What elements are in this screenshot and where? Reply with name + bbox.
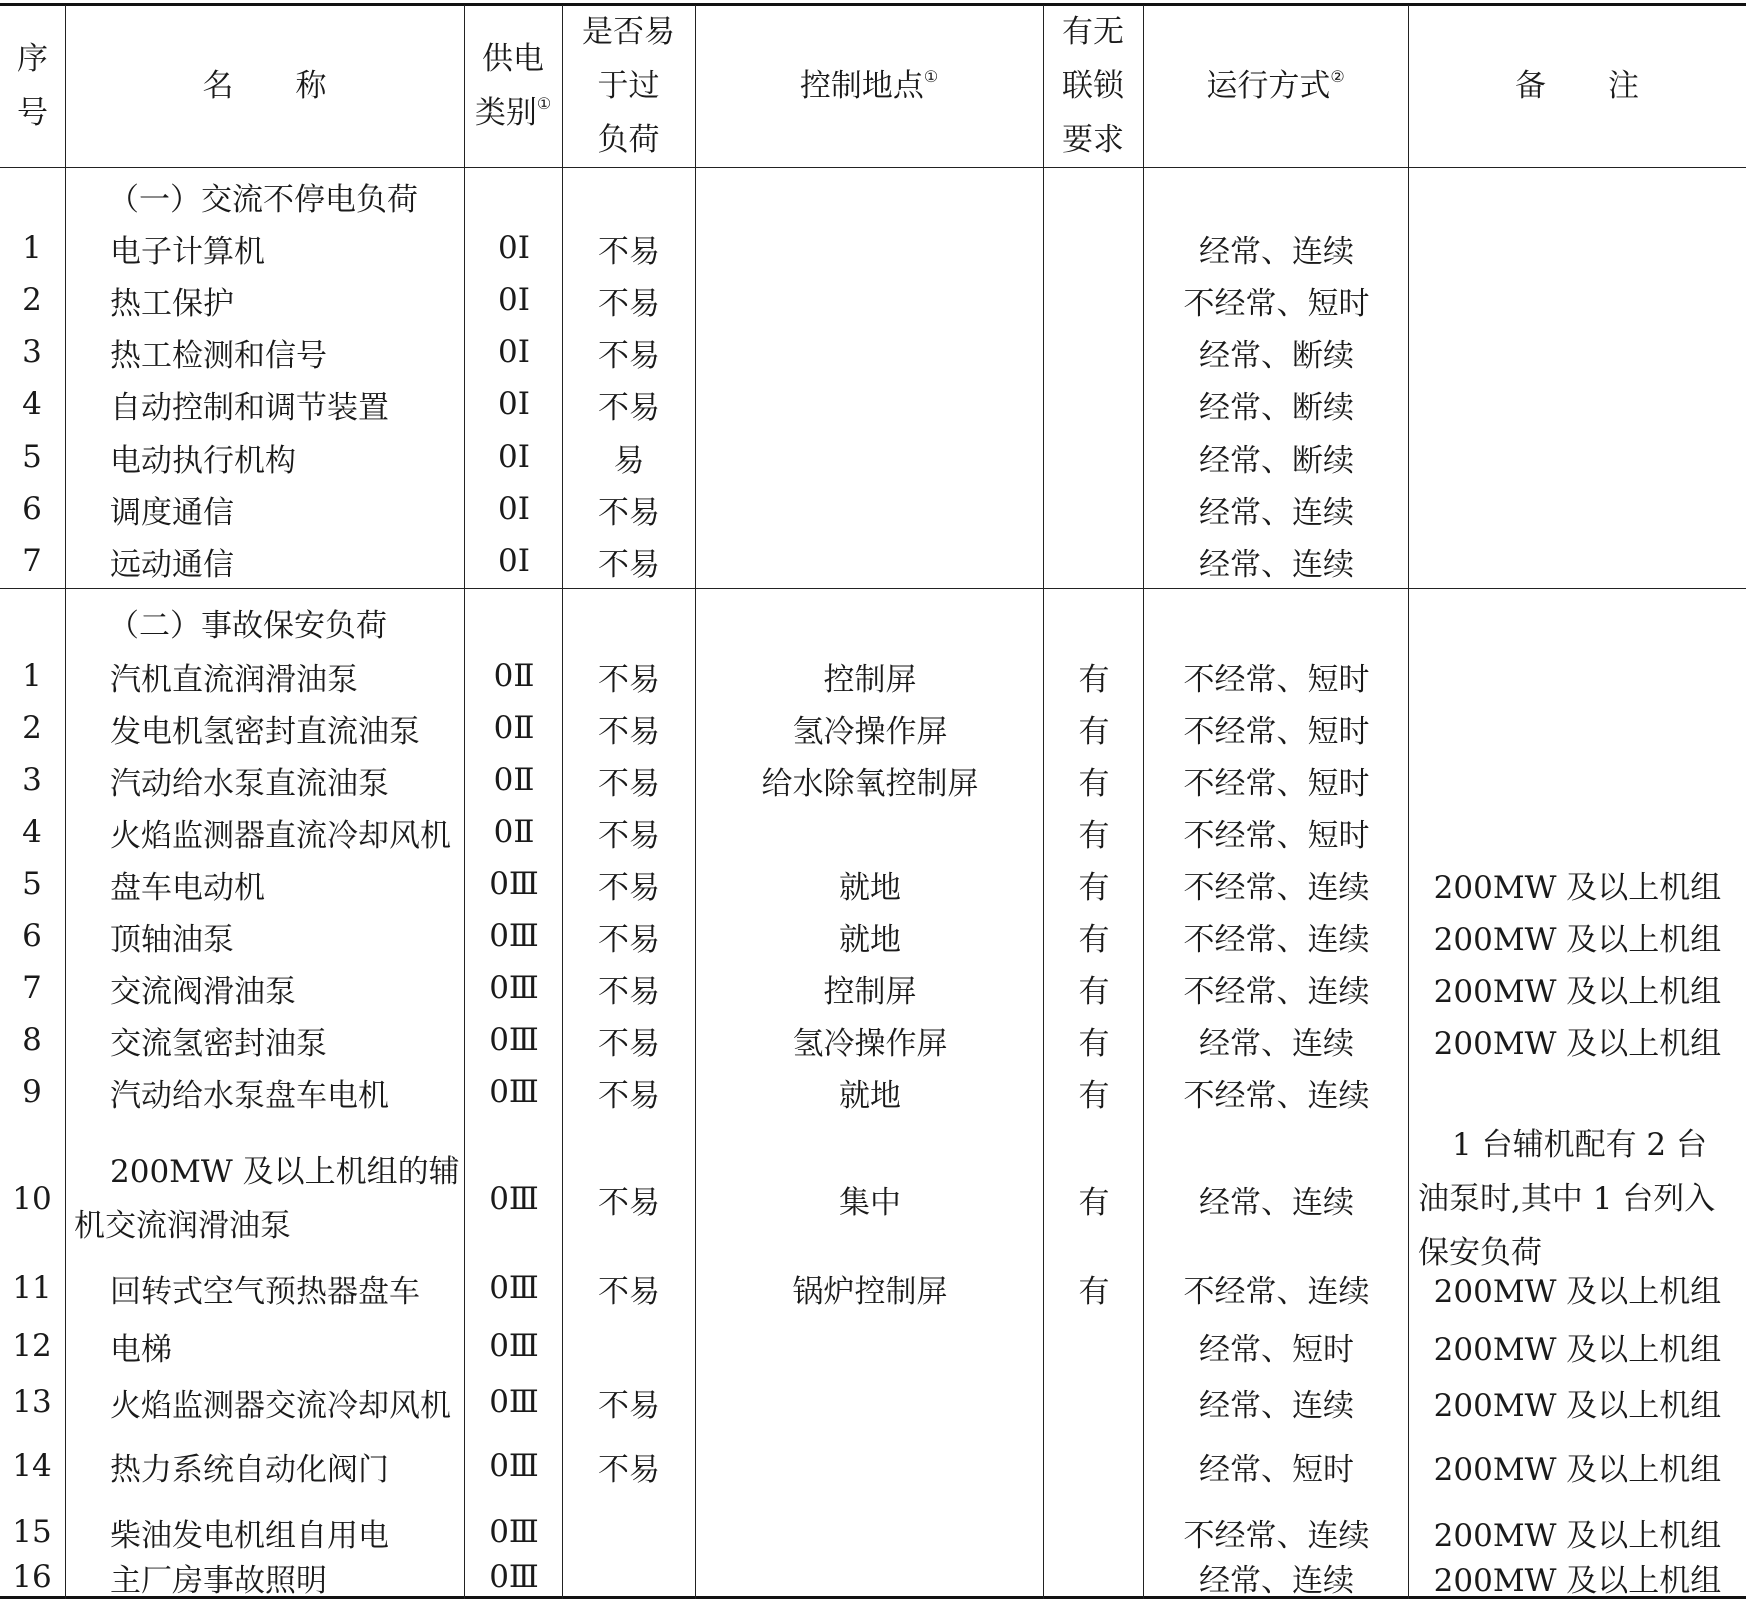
operation-mode: 经常、连续 (1199, 1562, 1354, 1599)
supply-type: 0Ⅲ (489, 866, 539, 902)
table-row (0, 326, 1746, 378)
row-number: 6 (22, 491, 42, 527)
interlock-required (1044, 431, 1144, 483)
operation-mode: 不经常、短时 (1183, 765, 1370, 802)
interlock-required (1044, 1374, 1144, 1430)
row-number: 8 (22, 1022, 42, 1058)
table-row (0, 1430, 1746, 1502)
section-title: （一）交流不停电负荷 (108, 181, 418, 218)
interlock-required: 有 (1078, 921, 1110, 958)
section-title-row (0, 594, 1746, 650)
supply-type: 0Ⅲ (489, 1181, 539, 1217)
operation-mode: 不经常、连续 (1183, 869, 1370, 906)
table-row (0, 650, 1746, 702)
control-location (696, 483, 1044, 535)
table-row (0, 222, 1746, 274)
row-number: 4 (22, 814, 42, 850)
table-row (0, 1014, 1746, 1066)
operation-mode: 经常、连续 (1199, 233, 1354, 270)
header-interlock-line: 联锁 (1062, 68, 1124, 104)
overload-prone: 不易 (598, 921, 660, 958)
remark (1411, 754, 1744, 806)
supply-type: 0Ⅰ (498, 439, 530, 475)
header-interlock-line: 要求 (1062, 122, 1124, 158)
control-location: 就地 (839, 1077, 901, 1114)
remark (1411, 222, 1744, 274)
supply-type: 0Ⅱ (493, 658, 535, 694)
operation-mode: 不经常、短时 (1183, 285, 1370, 322)
row-number: 5 (22, 866, 42, 902)
remark: 200MW 及以上机组 (1433, 1451, 1722, 1488)
overload-prone: 易 (613, 442, 645, 479)
row-number: 13 (12, 1384, 52, 1420)
interlock-required: 有 (1078, 1025, 1110, 1062)
remark: 200MW 及以上机组 (1433, 1562, 1722, 1599)
load-name: 火焰监测器直流冷却风机 (110, 817, 451, 854)
header-control-wrap (800, 59, 938, 113)
section-title-row (0, 170, 1746, 222)
header-overload-line: 于过 (597, 68, 660, 104)
remark (1411, 535, 1744, 587)
remark (1418, 1118, 1744, 1280)
load-name: 主厂房事故照明 (110, 1562, 327, 1599)
supply-type: 0Ⅰ (498, 282, 530, 318)
remark-line: 1 台辅机配有 2 台 (1452, 1127, 1708, 1163)
remark: 200MW 及以上机组 (1433, 1273, 1722, 1310)
table-row (0, 858, 1746, 910)
supply-type: 0Ⅲ (489, 1270, 539, 1306)
interlock-required (1044, 326, 1144, 378)
control-location: 氢冷操作屏 (792, 713, 948, 750)
remark: 200MW 及以上机组 (1433, 1331, 1722, 1368)
remark (1411, 326, 1744, 378)
remark: 200MW 及以上机组 (1433, 973, 1722, 1010)
overload-prone: 不易 (598, 1387, 660, 1424)
row-number: 2 (22, 710, 42, 746)
remark-line: 油泵时,其中 1 台列入 (1418, 1181, 1716, 1217)
control-location (696, 222, 1044, 274)
overload-prone: 不易 (598, 233, 660, 270)
supply-type: 0Ⅰ (498, 230, 530, 266)
remark (1411, 483, 1744, 535)
section-rule (0, 588, 1746, 589)
supply-type: 0Ⅲ (489, 970, 539, 1006)
interlock-required: 有 (1078, 817, 1110, 854)
supply-type: 0Ⅰ (498, 491, 530, 527)
table-row (0, 1066, 1746, 1118)
overload-prone: 不易 (598, 869, 660, 906)
table-row (0, 1556, 1746, 1598)
interlock-required (1044, 274, 1144, 326)
load-name: 顶轴油泵 (110, 921, 234, 958)
row-number: 15 (12, 1514, 52, 1550)
header-note (1408, 5, 1746, 167)
row-number: 11 (12, 1270, 52, 1306)
supply-type: 0Ⅲ (489, 1448, 539, 1484)
load-name (74, 1145, 464, 1253)
table-row (0, 1118, 1746, 1280)
row-number: 7 (22, 543, 42, 579)
supply-type: 0Ⅲ (489, 1514, 539, 1550)
remark (1411, 650, 1744, 702)
header-control (695, 5, 1043, 167)
interlock-required: 有 (1078, 973, 1110, 1010)
header-mode-wrap (1206, 59, 1344, 113)
control-location (696, 326, 1044, 378)
table-row (0, 1262, 1746, 1314)
control-location: 就地 (839, 921, 901, 958)
header-overload-line: 是否易 (582, 14, 675, 50)
table-row (0, 806, 1746, 858)
load-name: 回转式空气预热器盘车 (110, 1273, 420, 1310)
supply-type: 0Ⅲ (489, 918, 539, 954)
overload-prone (562, 1556, 696, 1598)
remark: 200MW 及以上机组 (1433, 1517, 1722, 1554)
load-name: 柴油发电机组自用电 (110, 1517, 389, 1554)
row-number: 9 (22, 1074, 42, 1110)
supply-type: 0Ⅱ (493, 814, 535, 850)
operation-mode: 经常、连续 (1199, 1387, 1354, 1424)
table-row (0, 754, 1746, 806)
load-name-line: 200MW 及以上机组的辅 (110, 1154, 460, 1190)
table-row (0, 1374, 1746, 1430)
overload-prone: 不易 (598, 1451, 660, 1488)
load-name: 远动通信 (110, 546, 234, 583)
overload-prone: 不易 (598, 494, 660, 531)
operation-mode: 不经常、连续 (1183, 1273, 1370, 1310)
row-number: 4 (22, 386, 42, 422)
header-note-text: 备 注 (1515, 68, 1639, 104)
load-name: 热工检测和信号 (110, 337, 327, 374)
load-name: 热力系统自动化阀门 (110, 1451, 389, 1488)
header-supply-line (475, 86, 551, 140)
overload-prone: 不易 (598, 817, 660, 854)
table-row (0, 962, 1746, 1014)
interlock-required: 有 (1078, 713, 1110, 750)
interlock-required: 有 (1078, 869, 1110, 906)
row-number: 10 (12, 1181, 52, 1217)
interlock-required (1044, 1430, 1144, 1502)
load-name: 热工保护 (110, 285, 234, 322)
table-row (0, 431, 1746, 483)
overload-prone (562, 1318, 696, 1374)
operation-mode: 不经常、连续 (1183, 1517, 1370, 1554)
operation-mode: 不经常、短时 (1183, 661, 1370, 698)
control-location (696, 1374, 1044, 1430)
supply-type: 0Ⅲ (489, 1074, 539, 1110)
row-number: 14 (12, 1448, 52, 1484)
row-number: 6 (22, 918, 42, 954)
footnote-mark: ① (536, 94, 552, 113)
load-name-line: 机交流润滑油泵 (74, 1208, 291, 1244)
remark: 200MW 及以上机组 (1433, 921, 1722, 958)
control-location (696, 1502, 1044, 1562)
interlock-required: 有 (1078, 661, 1110, 698)
operation-mode: 经常、连续 (1199, 494, 1354, 531)
table-row (0, 378, 1746, 430)
supply-type: 0Ⅱ (493, 762, 535, 798)
table-row (0, 702, 1746, 754)
row-number: 2 (22, 282, 42, 318)
remark: 200MW 及以上机组 (1433, 1025, 1722, 1062)
control-location (696, 806, 1044, 858)
load-name: 电子计算机 (110, 233, 265, 270)
load-name: 自动控制和调节装置 (110, 389, 389, 426)
table-row (0, 1318, 1746, 1374)
interlock-required (1044, 378, 1144, 430)
operation-mode: 不经常、短时 (1183, 713, 1370, 750)
remark (1411, 1066, 1744, 1118)
header-num-line: 号 (17, 95, 48, 131)
header-mode-text: 运行方式 (1206, 68, 1331, 104)
load-name: 交流氢密封油泵 (110, 1025, 327, 1062)
supply-type: 0Ⅲ (489, 1559, 539, 1595)
supply-type: 0Ⅰ (498, 386, 530, 422)
interlock-required: 有 (1078, 1184, 1110, 1221)
control-location (696, 1430, 1044, 1502)
control-location (696, 535, 1044, 587)
operation-mode: 经常、断续 (1199, 389, 1354, 426)
control-location: 锅炉控制屏 (792, 1273, 948, 1310)
row-number: 16 (12, 1559, 52, 1595)
header-interlock (1043, 5, 1143, 167)
row-number: 3 (22, 334, 42, 370)
header-name-text: 名 称 (202, 68, 327, 104)
header-mode (1143, 5, 1408, 167)
overload-prone: 不易 (598, 1025, 660, 1062)
overload-prone: 不易 (598, 661, 660, 698)
load-name: 电动执行机构 (110, 442, 296, 479)
control-location: 控制屏 (823, 661, 917, 698)
load-name: 火焰监测器交流冷却风机 (110, 1387, 451, 1424)
operation-mode: 不经常、连续 (1183, 921, 1370, 958)
footnote-mark: ② (1330, 67, 1345, 86)
control-location (696, 1556, 1044, 1598)
control-location: 集中 (839, 1184, 901, 1221)
header-supply-text: 类别 (474, 95, 537, 131)
interlock-required: 有 (1078, 1273, 1110, 1310)
control-location (696, 274, 1044, 326)
operation-mode: 经常、连续 (1199, 1025, 1354, 1062)
row-number: 7 (22, 970, 42, 1006)
header-num-line: 序 (17, 41, 48, 77)
load-name: 汽机直流润滑油泵 (110, 661, 358, 698)
control-location (696, 1318, 1044, 1374)
operation-mode: 不经常、连续 (1183, 1077, 1370, 1114)
table-row (0, 483, 1746, 535)
control-location: 氢冷操作屏 (792, 1025, 948, 1062)
header-overload (562, 5, 695, 167)
interlock-required: 有 (1078, 1077, 1110, 1114)
remark (1411, 806, 1744, 858)
remark: 200MW 及以上机组 (1433, 869, 1722, 906)
header-rule (0, 167, 1746, 168)
control-location: 控制屏 (823, 973, 917, 1010)
overload-prone: 不易 (598, 389, 660, 426)
row-number: 12 (12, 1328, 52, 1364)
header-name (65, 5, 464, 167)
remark: 200MW 及以上机组 (1433, 1387, 1722, 1424)
table-row (0, 910, 1746, 962)
table-row (0, 1502, 1746, 1562)
overload-prone: 不易 (598, 1077, 660, 1114)
overload-prone: 不易 (598, 713, 660, 750)
operation-mode: 经常、断续 (1199, 442, 1354, 479)
supply-type: 0Ⅱ (493, 710, 535, 746)
load-name: 汽动给水泵盘车电机 (110, 1077, 389, 1114)
supply-type: 0Ⅲ (489, 1328, 539, 1364)
remark (1411, 431, 1744, 483)
operation-mode: 不经常、连续 (1183, 973, 1370, 1010)
load-name: 电梯 (110, 1331, 172, 1368)
remark (1411, 378, 1744, 430)
control-location (696, 431, 1044, 483)
supply-type: 0Ⅲ (489, 1384, 539, 1420)
overload-prone: 不易 (598, 337, 660, 374)
interlock-required: 有 (1078, 765, 1110, 802)
table-row (0, 535, 1746, 587)
overload-prone: 不易 (598, 1184, 660, 1221)
interlock-required (1044, 1502, 1144, 1562)
footnote-mark: ① (923, 67, 939, 86)
table-row (0, 274, 1746, 326)
overload-prone: 不易 (598, 1273, 660, 1310)
control-location (696, 378, 1044, 430)
header-control-text: 控制地点 (799, 68, 924, 104)
header-overload-line: 负荷 (597, 122, 660, 158)
header-supply (464, 5, 562, 167)
interlock-required (1044, 1556, 1144, 1598)
row-number: 1 (22, 230, 42, 266)
header-num (0, 5, 65, 167)
row-number: 3 (22, 762, 42, 798)
supply-type: 0Ⅲ (489, 1022, 539, 1058)
operation-mode: 经常、短时 (1199, 1451, 1354, 1488)
section-title: （二）事故保安负荷 (108, 607, 387, 644)
header-interlock-line: 有无 (1062, 14, 1124, 50)
row-number: 5 (22, 439, 42, 475)
overload-prone: 不易 (598, 973, 660, 1010)
header-supply-line: 供电 (482, 41, 544, 77)
remark-line: 保安负荷 (1418, 1235, 1542, 1271)
operation-mode: 经常、连续 (1199, 1184, 1354, 1221)
interlock-required (1044, 535, 1144, 587)
control-location: 就地 (839, 869, 901, 906)
overload-prone: 不易 (598, 546, 660, 583)
row-number: 1 (22, 658, 42, 694)
load-name: 盘车电动机 (110, 869, 265, 906)
overload-prone: 不易 (598, 285, 660, 322)
load-name: 调度通信 (110, 494, 234, 531)
supply-type: 0Ⅰ (498, 334, 530, 370)
overload-prone (562, 1502, 696, 1562)
operation-mode: 不经常、短时 (1183, 817, 1370, 854)
remark (1411, 702, 1744, 754)
interlock-required (1044, 222, 1144, 274)
load-name: 汽动给水泵直流油泵 (110, 765, 389, 802)
overload-prone: 不易 (598, 765, 660, 802)
interlock-required (1044, 1318, 1144, 1374)
supply-type: 0Ⅰ (498, 543, 530, 579)
load-name: 交流阀滑油泵 (110, 973, 296, 1010)
operation-mode: 经常、断续 (1199, 337, 1354, 374)
operation-mode: 经常、短时 (1199, 1331, 1354, 1368)
operation-mode: 经常、连续 (1199, 546, 1354, 583)
interlock-required (1044, 483, 1144, 535)
control-location: 给水除氧控制屏 (761, 765, 979, 802)
load-name: 发电机氢密封直流油泵 (110, 713, 420, 750)
remark (1411, 274, 1744, 326)
